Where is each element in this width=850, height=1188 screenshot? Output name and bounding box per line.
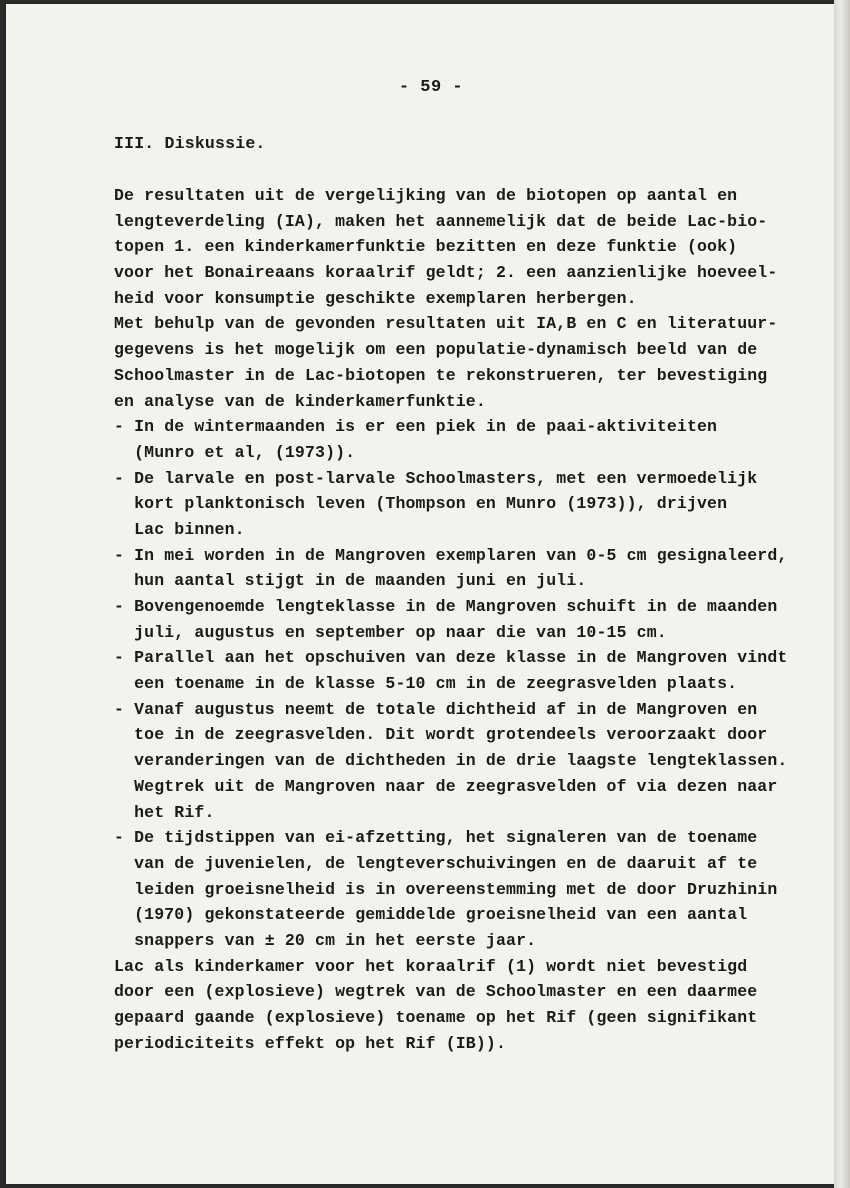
bullet-line: - De tijdstippen van ei-afzetting, het signaleren van de toename	[114, 828, 758, 848]
text-line: gepaard gaande (explosieve) toename op het Rif (geen signifikant	[114, 1008, 758, 1027]
bullet-line: van de juvenielen, de lengteverschuivingen en de daaruit af te	[114, 853, 758, 873]
bullet-line: het Rif.	[114, 802, 215, 822]
text-line: Lac als kinderkamer voor het koraalrif (1) wordt niet bevestigd	[114, 956, 748, 976]
bullet-line: snappers van ± 20 cm in het eerste jaar.	[114, 930, 537, 950]
bullet-line: (Munro et al, (1973)).	[114, 442, 356, 462]
text-line: topen 1. een kinderkamerfunktie bezitten en deze funktie (ook)	[114, 237, 738, 257]
text-line: heid voor konsumptie geschikte exemplaren herbergen.	[114, 288, 637, 308]
document-page	[6, 4, 834, 1184]
text-line: gegevens is het mogelijk om een populatie-dynamisch beeld van de	[114, 340, 758, 360]
bullet-line: - Vanaf augustus neemt de totale dichtheid af in de Mangroven en	[114, 699, 758, 719]
bullet-line: - In mei worden in de Mangroven exemplaren van 0-5 cm gesignaleerd,	[114, 545, 788, 565]
bullet-line: hun aantal stijgt in de maanden juni en juli.	[114, 571, 587, 591]
body-text	[114, 183, 788, 1056]
text-line: voor het Bonaireaans koraalrif geldt; 2. een aanzienlijke hoeveel-	[114, 263, 778, 283]
bullet-line: Lac binnen.	[114, 519, 245, 539]
page-number: - 59 -	[398, 78, 464, 97]
text-line: lengteverdeling (IA), maken het aannemelijk dat de beide Lac-bio-	[114, 211, 768, 231]
section-heading: III. Diskussie.	[114, 134, 266, 153]
bullet-line: Wegtrek uit de Mangroven naar de zeegrasvelden of via dezen naar	[114, 776, 778, 796]
text-line: Met behulp van de gevonden resultaten uit IA,B en C en literatuur-	[114, 314, 778, 334]
bullet-line: veranderingen van de dichtheden in de drie laagste lengteklassen.	[114, 751, 788, 771]
bullet-line: juli, augustus en september op naar die van 10-15 cm.	[114, 622, 667, 642]
page-edge	[834, 0, 850, 1188]
bullet-line: een toename in de klasse 5-10 cm in de zeegrasvelden plaats.	[114, 674, 738, 694]
text-line: Schoolmaster in de Lac-biotopen te rekonstrueren, ter bevestiging	[114, 365, 768, 385]
bullet-line: toe in de zeegrasvelden. Dit wordt grotendeels veroorzaakt door	[114, 725, 768, 745]
text-line: periodiciteits effekt op het Rif (IB)).	[114, 1033, 507, 1053]
bullet-line: leiden groeisnelheid is in overeenstemming met de door Druzhinin	[114, 879, 778, 899]
text-line: De resultaten uit de vergelijking van de biotopen op aantal en	[114, 186, 738, 205]
bullet-line: - In de wintermaanden is er een piek in de paai-aktiviteiten	[114, 417, 718, 437]
bullet-line: kort planktonisch leven (Thompson en Munro (1973)), drijven	[114, 494, 728, 514]
text-line: door een (explosieve) wegtrek van de Schoolmaster en een daarmee	[114, 982, 758, 1002]
bullet-line: - Parallel aan het opschuiven van deze klasse in de Mangroven vindt	[114, 648, 788, 668]
bullet-line: - Bovengenoemde lengteklasse in de Mangroven schuift in de maanden	[114, 597, 778, 616]
bullet-line: - De larvale en post-larvale Schoolmasters, met een vermoedelijk	[114, 468, 758, 488]
bullet-line: (1970) gekonstateerde gemiddelde groeisnelheid van een aantal	[114, 905, 748, 925]
page-content	[6, 4, 834, 1184]
text-line: en analyse van de kinderkamerfunktie.	[114, 391, 486, 411]
